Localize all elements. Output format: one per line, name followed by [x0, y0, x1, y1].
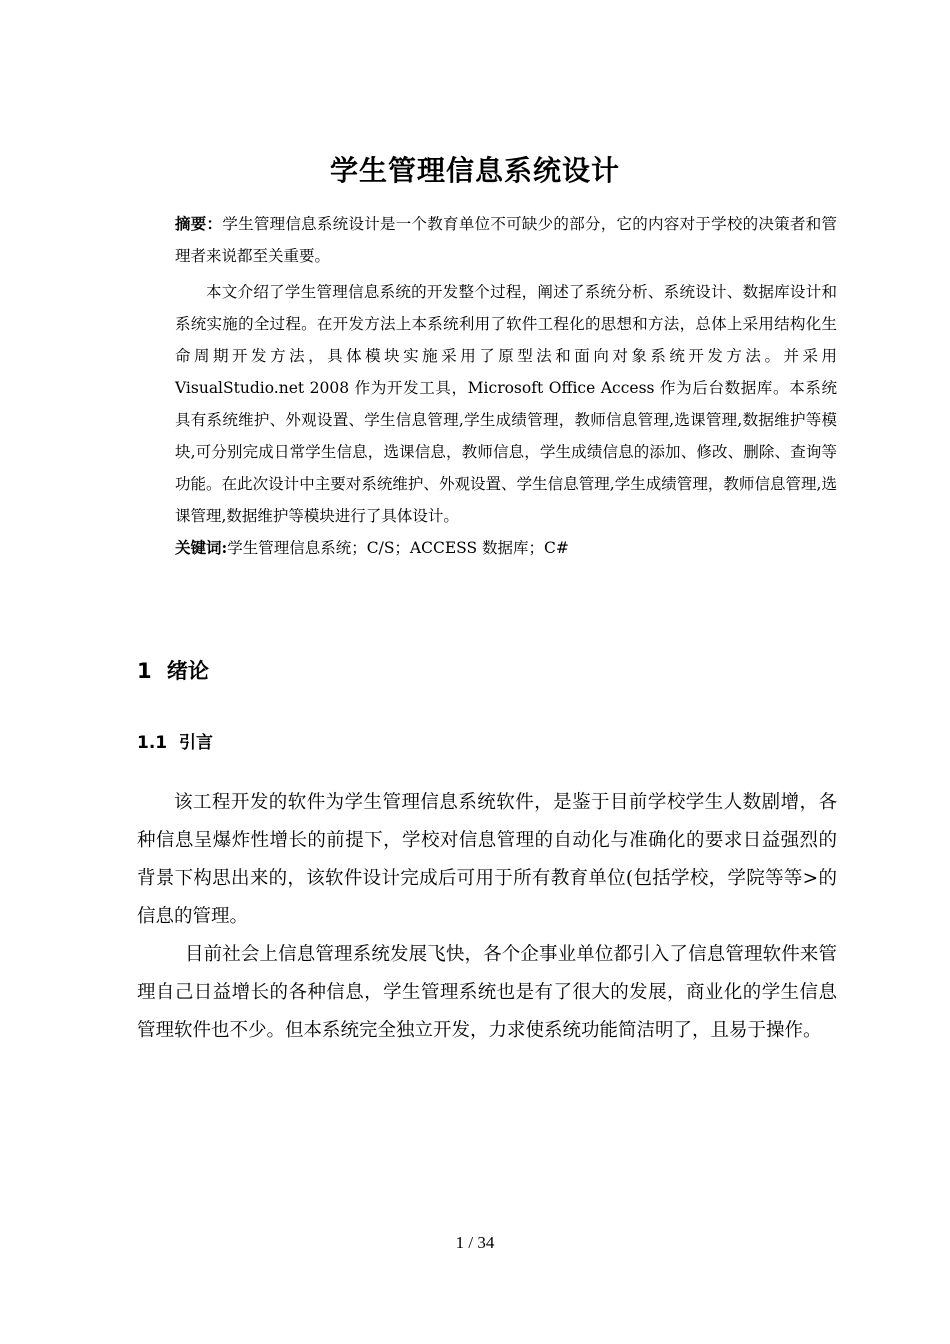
keywords-line — [175, 532, 837, 564]
abstract-first-paragraph — [175, 208, 837, 272]
abstract-section — [175, 208, 837, 564]
section-heading-introduction: 1 绪论 — [137, 659, 209, 683]
subsection-heading-preface: 1.1 引言 — [137, 733, 214, 753]
document-title: 学生管理信息系统设计 — [329, 154, 620, 187]
page-number: 1 / 34 — [455, 1233, 495, 1252]
body-paragraph: 该工程开发的软件为学生管理信息系统软件，是鉴于目前学校学生人数剧增，各种信息呈爆炸性增长的前提下，学校对信息管理的自动化与准确化的要求日益强烈的背景下构思出来的，该软件设计完成后可用于所有教育单位(包括学校，学院等等>的信息的管理。 — [137, 792, 837, 927]
preface-body — [137, 784, 837, 1050]
body-paragraph: 目前社会上信息管理系统发展飞快，各个企事业单位都引入了信息管理软件来管理自己日益增长的各种信息，学生管理系统也是有了很大的发展，商业化的学生信息管理软件也不少。但本系统完全独立开发，力求使系统功能简洁明了，且易于操作。 — [137, 944, 837, 1041]
keywords-label: 关键词: — [175, 538, 228, 557]
keywords-text: 学生管理信息系统；C/S；ACCESS 数据库；C# — [227, 539, 569, 557]
abstract-second-paragraph: 本文介绍了学生管理信息系统的开发整个过程，阐述了系统分析、系统设计、数据库设计和系统实施的全过程。在开发方法上本系统利用了软件工程化的思想和方法，总体上采用结构化生命周期开发方法，具体模块实施采用了原型法和面向对象系统开发方法。并采用 VisualStudio.net 2008 作为开发工具，Microsoft Office Access 作为后台数据库。本系统具有系统维护、外观设置、学生信息管理,学生成绩管理，教师信息管理,选课管理,数据维护等模块,可分别完成日常学生信息，选课信息，教师信息，学生成绩信息的添加、修改、删除、查询等功能。在此次设计中主要对系统维护、外观设置、学生信息管理,学生成绩管理，教师信息管理,选课管理,数据维护等模块进行了具体设计。 — [175, 283, 837, 525]
abstract-label: 摘要： — [175, 214, 223, 233]
abstract-first-text: 学生管理信息系统设计是一个教育单位不可缺少的部分，它的内容对于学校的决策者和管理者来说都至关重要。 — [175, 215, 837, 265]
